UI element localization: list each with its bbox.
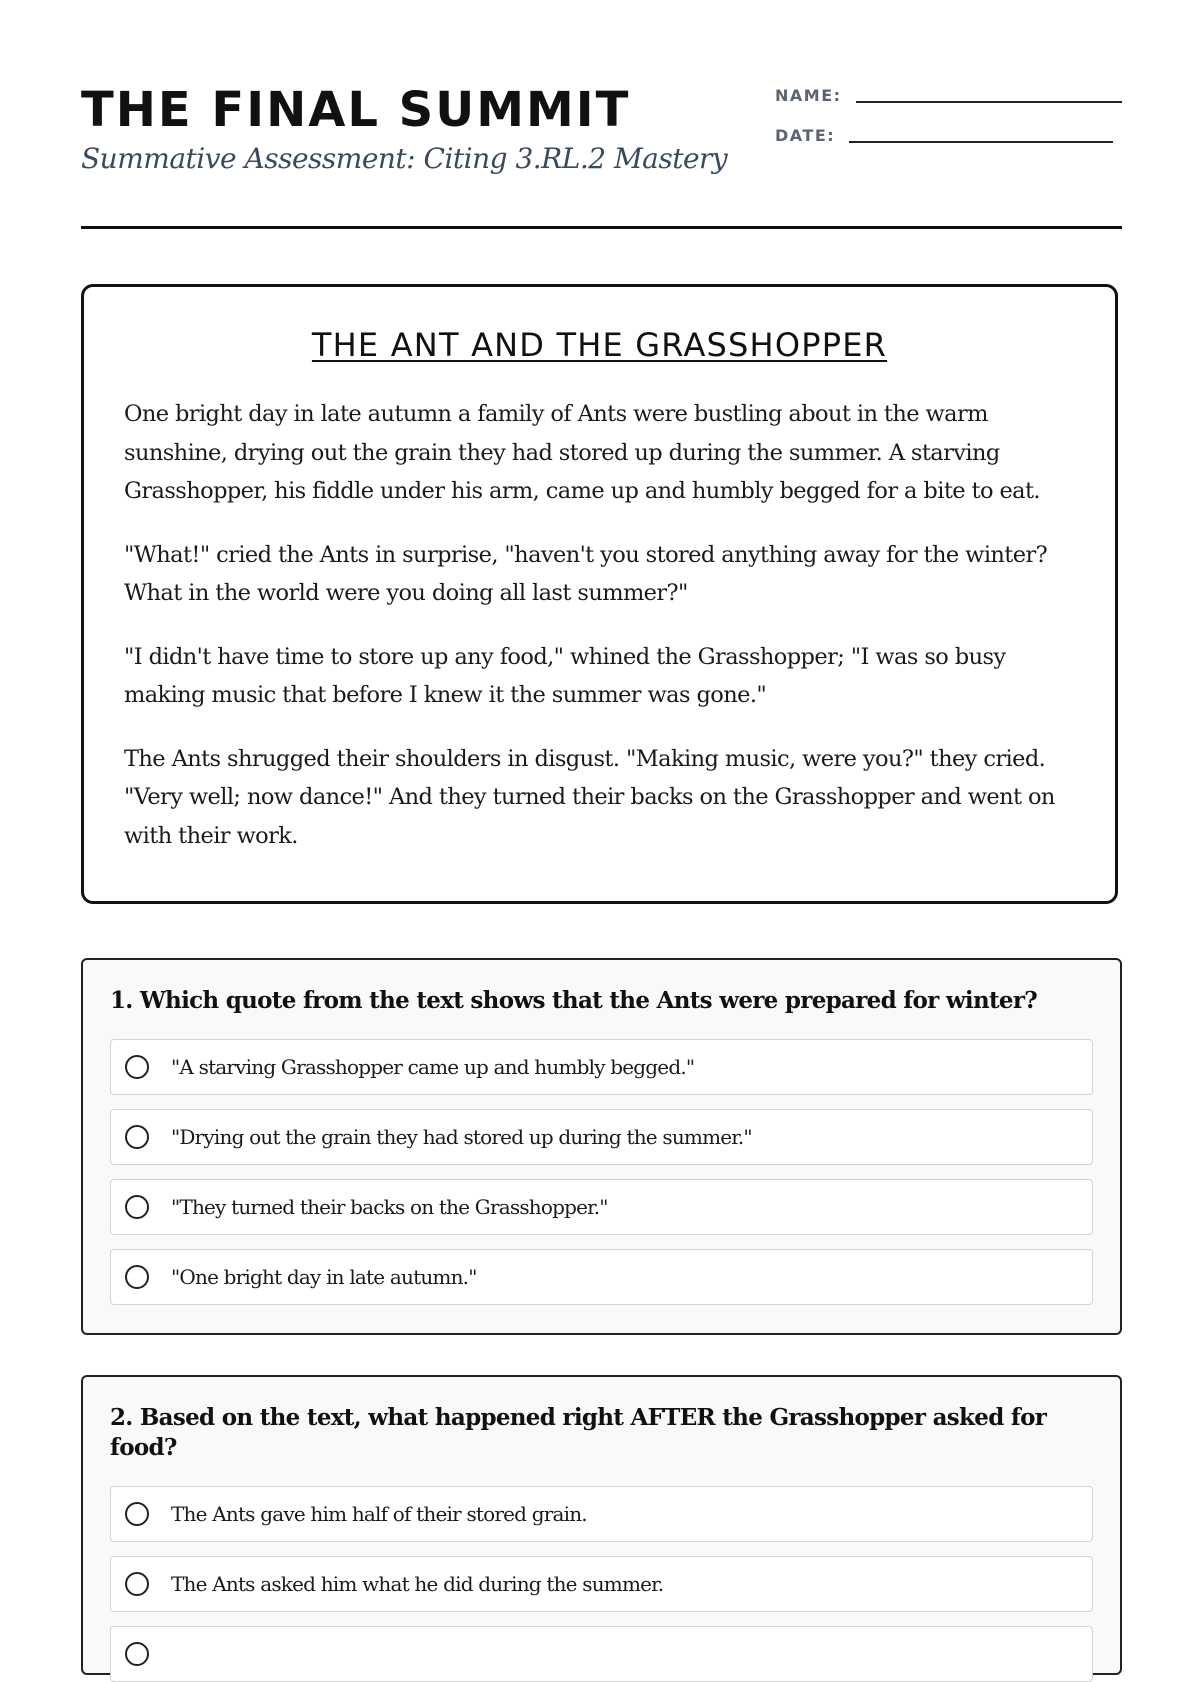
- radio-button[interactable]: [125, 1502, 149, 1526]
- answer-option[interactable]: [110, 1039, 1093, 1095]
- answer-option[interactable]: [110, 1556, 1093, 1612]
- passage-title: THE ANT AND THE GRASSHOPPER: [311, 326, 888, 364]
- radio-button[interactable]: [125, 1055, 149, 1079]
- option-label: "A starving Grasshopper came up and humbly begged.": [171, 1055, 695, 1079]
- option-label: "One bright day in late autumn.": [171, 1265, 477, 1289]
- radio-button[interactable]: [125, 1125, 149, 1149]
- passage-paragraph: "I didn't have time to store up any food," whined the Grasshopper; "I was so busy making music that before I knew it the summer was gone.": [124, 643, 1006, 708]
- radio-button[interactable]: [125, 1265, 149, 1289]
- answer-option[interactable]: [110, 1249, 1093, 1305]
- question-card-2: [81, 1375, 1122, 1675]
- option-label: "They turned their backs on the Grasshopper.": [171, 1195, 608, 1219]
- date-label: DATE:: [775, 126, 836, 145]
- worksheet-subtitle: Summative Assessment: Citing 3.RL.2 Mastery: [81, 142, 728, 175]
- option-label: The Ants gave him half of their stored grain.: [171, 1502, 587, 1526]
- answer-option[interactable]: [110, 1626, 1093, 1682]
- option-label: "Drying out the grain they had stored up during the summer.": [171, 1125, 752, 1149]
- passage-paragraph: "What!" cried the Ants in surprise, "haven't you stored anything away for the winter? What in the world were you doing all last summer?": [124, 541, 1048, 606]
- answer-option[interactable]: [110, 1179, 1093, 1235]
- name-line[interactable]: [856, 101, 1122, 103]
- passage-paragraph: The Ants shrugged their shoulders in disgust. "Making music, were you?" they cried. "Very well; now dance!" And they turned their backs on the Grasshopper and went on with their work.: [124, 745, 1055, 849]
- radio-button[interactable]: [125, 1642, 149, 1666]
- answer-option[interactable]: [110, 1486, 1093, 1542]
- date-field: [775, 126, 1113, 145]
- radio-button[interactable]: [125, 1572, 149, 1596]
- name-field: [775, 86, 1122, 105]
- name-label: NAME:: [775, 86, 842, 105]
- worksheet-header: [81, 80, 1121, 230]
- option-label: The Ants asked him what he did during the summer.: [171, 1572, 664, 1596]
- question-text: 1. Which quote from the text shows that the Ants were prepared for winter?: [110, 987, 1038, 1014]
- passage-paragraph: One bright day in late autumn a family of Ants were bustling about in the warm sunshine, drying out the grain they had stored up during the summer. A starving Grasshopper, his fiddle under his arm, came up and humbly begged for a bite to eat.: [124, 401, 1040, 504]
- reading-passage: [81, 284, 1118, 904]
- header-divider: [81, 226, 1122, 229]
- answer-option[interactable]: [110, 1109, 1093, 1165]
- worksheet-title: THE FINAL SUMMIT: [81, 82, 631, 138]
- question-text: 2. Based on the text, what happened right AFTER the Grasshopper asked for food?: [110, 1404, 1047, 1461]
- date-line[interactable]: [849, 141, 1113, 143]
- question-card-1: [81, 958, 1122, 1335]
- radio-button[interactable]: [125, 1195, 149, 1219]
